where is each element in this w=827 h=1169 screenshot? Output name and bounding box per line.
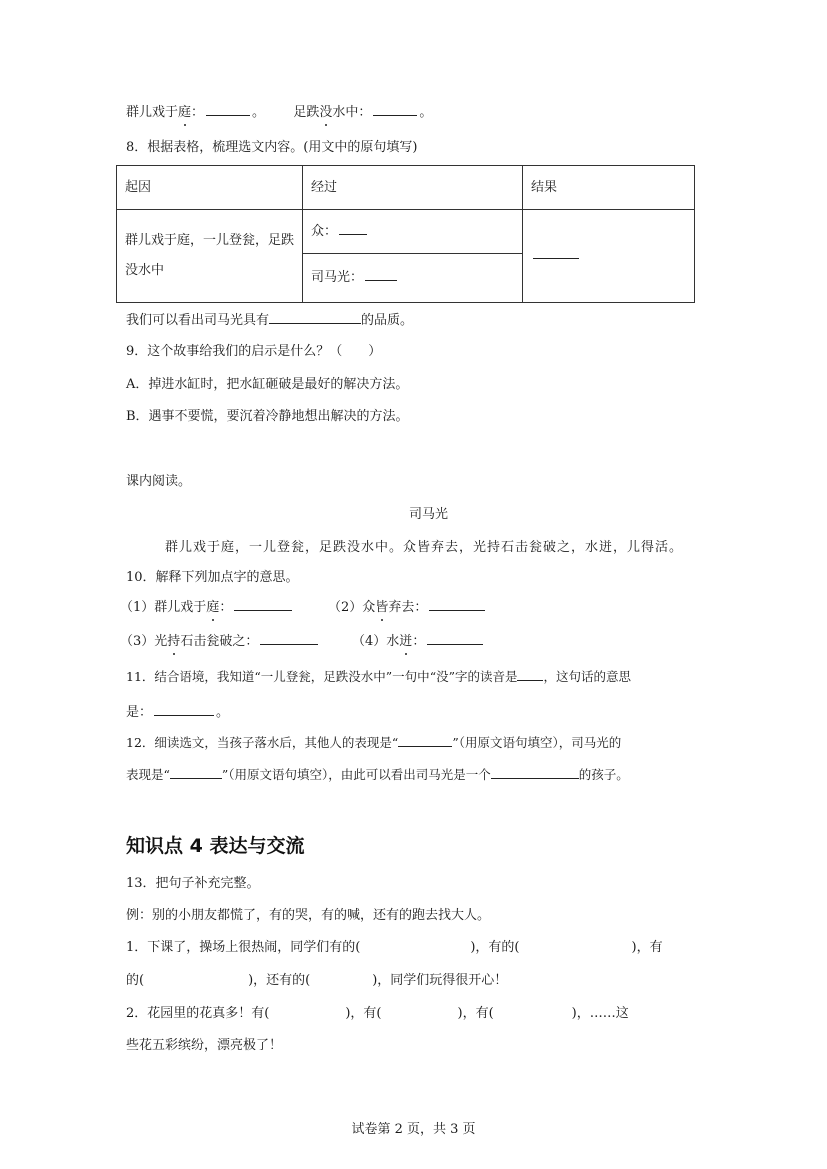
q11-text-d: 。 [216,705,230,720]
q10-item-text: 群儿戏于 [154,600,207,615]
q8-summary [126,311,413,329]
q11-text-a: 11．结合语境，我知道“一儿登瓮，足跌没水中”一句中“没”字的读音是 [126,669,518,684]
process-simaguang-label: 司马光： [311,270,364,285]
answer-blank[interactable] [373,103,417,116]
q13-text: )，有( [457,1006,494,1021]
q10-item-2 [328,598,487,616]
q11-text-b: ，这句话的意思 [543,669,631,684]
q9-option-a[interactable]: A．掉进水缸时，把水缸砸破是最好的解决方法。 [126,377,409,392]
q10-prompt: 10．解释下列加点字的意思。 [126,570,299,585]
q10-item-text: 众 [362,600,376,615]
answer-blank[interactable] [365,268,397,281]
q11-text-c: 是： [126,705,153,720]
q10-item-text: 弃去： [388,600,428,615]
q7-text-2b: 水中： [332,105,372,120]
section-heading: 知识点 4 表达与交流 [126,835,305,857]
table-header-process: 经过 [303,166,523,210]
q13-text: 1．下课了，操场上很热闹，同学们有的( [126,940,361,955]
answer-blank[interactable] [398,734,452,747]
emphasis-char: 迸 [399,634,413,649]
q7-text-2a: 足跌 [293,105,320,120]
q12-text-a: 12．细读选文，当孩子落水后，其他人的表现是“ [126,735,399,750]
table-header-cause: 起因 [117,166,303,210]
answer-blank[interactable] [206,103,250,116]
emphasis-char: 皆 [375,600,389,615]
q13-text: )，同学们玩得很开心！ [372,973,508,988]
q7-colon-1: ： [191,105,205,120]
q10-item-label: （3） [120,634,155,649]
story-table [116,165,695,303]
answer-blank[interactable] [533,246,579,259]
q8-summary-text-b: 的品质。 [361,313,414,328]
q11-line-1 [126,668,631,686]
q10-item-text: ： [412,634,426,649]
emphasis-char: 没 [319,105,333,120]
answer-blank[interactable] [339,222,367,235]
reading-title: 司马光 [408,507,448,522]
answer-blank[interactable] [269,311,361,324]
emphasis-char: 庭 [178,105,192,120]
q11-line-2 [126,703,229,721]
table-cell-cause: 群儿戏于庭，一儿登瓮，足跌没水中 [117,210,303,303]
q10-item-label: （4） [352,634,387,649]
q10-item-label: （1） [120,600,155,615]
answer-blank[interactable] [260,632,318,645]
q10-item-1 [120,598,294,616]
q13-text: )，还有的( [248,973,311,988]
q8-summary-text-a: 我们可以看出司马光具有 [126,313,270,328]
answer-blank[interactable] [170,766,222,779]
table-cell-process-crowd [303,210,523,254]
q13-sentence-2-line-1 [126,1005,629,1023]
q13-sentence-2-line-2: 些花五彩缤纷，漂亮极了！ [126,1038,283,1053]
q9-option-b[interactable]: B．遇事不要慌，要沉着冷静地想出解决的方法。 [126,409,409,424]
q12-text-b: ”（用原文语句填空），司马光的 [452,735,622,750]
q12-text-d: ”（用原文语句填空），由此可以看出司马光是一个 [221,767,491,782]
q13-text: )，有的( [470,940,520,955]
table-cell-process-simaguang [303,254,523,303]
q10-item-text: 石击瓮破之： [180,634,259,649]
reading-passage: 群儿戏于庭，一儿登瓮，足跌没水中。众皆弃去，光持石击瓮破之，水迸，儿得活。 [165,540,684,555]
q10-item-label: （2） [328,600,363,615]
q10-item-4 [352,632,485,650]
q7-period-2: 。 [419,105,433,120]
table-header-result: 结果 [523,166,695,210]
q10-item-text: 水 [386,634,400,649]
q12-text-c: 表现是“ [126,767,170,782]
reading-intro: 课内阅读。 [126,474,192,489]
q13-text: )，有( [345,1006,382,1021]
q13-text: 的( [126,973,145,988]
table-cell-result [523,210,695,303]
q13-text: )，有 [631,940,663,955]
q10-item-text: ： [219,600,233,615]
q12-line-1 [126,734,621,752]
q13-sentence-1-line-1 [126,939,663,957]
answer-blank[interactable] [234,598,292,611]
q13-text: 2．花园里的花真多！有( [126,1006,270,1021]
q10-item-text: 光 [154,634,168,649]
q7-text-1: 群儿戏于 [126,105,179,120]
q7-line [126,103,432,121]
answer-blank[interactable] [154,703,214,716]
page-footer: 试卷第 2 页，共 3 页 [351,1122,476,1137]
q12-line-2 [126,766,629,784]
q8-prompt: 8．根据表格，梳理选文内容。(用文中的原句填写) [126,140,418,155]
q12-text-e: 的孩子。 [578,767,629,782]
q10-item-3 [120,632,320,650]
answer-blank[interactable] [429,598,485,611]
q13-example: 例：别的小朋友都慌了，有的哭，有的喊，还有的跑去找大人。 [126,908,491,923]
answer-blank[interactable] [491,766,579,779]
q9-prompt: 9．这个故事给我们的启示是什么？（ ） [126,344,382,359]
q7-period-1: 。 [252,105,266,120]
process-crowd-label: 众： [311,223,338,239]
q13-sentence-1-line-2 [126,972,507,990]
q13-prompt: 13．把句子补充完整。 [126,876,260,891]
emphasis-char: 庭 [206,600,220,615]
emphasis-char: 持 [167,634,181,649]
q13-text: )，……这 [571,1006,629,1021]
answer-blank[interactable] [427,632,483,645]
answer-blank[interactable] [517,668,543,681]
